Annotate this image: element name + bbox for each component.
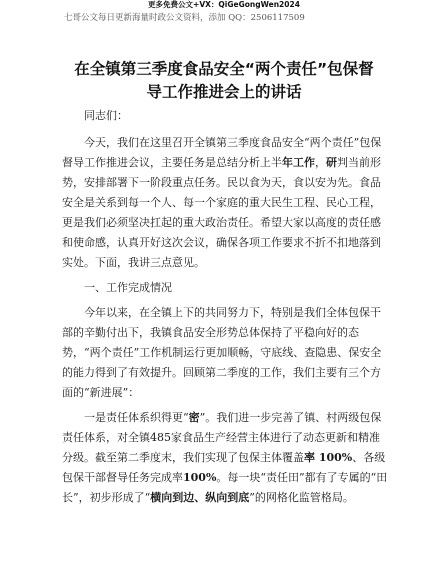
para3-text-e: 、各级包保干部督导任务完成率: [62, 451, 386, 484]
para1-text-a: 今天，我们在这里召开全镇第三季度食品安全“两个责任”包保督导工作推进会议，主要任务是总结分析上半: [62, 136, 382, 169]
title-line-1: 在全镇第三季度食品安全“两个责任”包保督: [74, 60, 374, 78]
para3-text-c: ”。我们进一步完善了镇、村两级包保责任体系，对全镇485家食品生产经营主体进行了动态更新和精准分级。截至第二季度末，我们实现了包保主体覆盖: [62, 411, 382, 464]
paragraph-opening: [62, 133, 388, 273]
para1-bold-work: 年工作: [282, 156, 315, 169]
para3-text-i: ”的网格化监管格局。: [249, 491, 354, 504]
paragraph-responsibility: [62, 408, 388, 508]
document-body: [62, 106, 388, 513]
paragraph-progress: 今年以来，在全镇上下的共同努力下，特别是我们全体包保干部的辛勤付出下，我镇食品安全形势总体保持了平稳向好的态势，“两个责任”工作机制运行更加顺畅，守底线、查隐患、保安全的能力得到了有效提升。回顾第二季度的工作，我们主要有三个方面的“新进展”：: [62, 306, 382, 399]
greeting: 同志们：: [84, 109, 128, 122]
para1-text-c: ，: [315, 156, 326, 169]
para3-bold-mi: 密: [188, 411, 200, 424]
title-line-2: 导工作推进会上的讲话: [146, 83, 302, 101]
para3-text-g: 。每一块“责任田”都有了专属的“田长”，初步形成了“: [62, 471, 388, 504]
para3-bold-grid: 横向到边、纵向到底: [150, 491, 250, 504]
top-banner: 更多免费公文+VX：QiGeGongWen2024: [148, 0, 300, 9]
para1-bold-yan: 研: [326, 156, 337, 169]
para3-bold-100: 100%: [183, 471, 217, 484]
section-heading-1: 一、工作完成情况: [84, 281, 172, 294]
document-title: [0, 58, 448, 104]
para3-text-a: 一是责任体系织得更“: [84, 411, 189, 424]
header-note: 七哥公文每日更新海量时政公文资料，添加 QQ：2506117509: [64, 13, 305, 23]
para3-bold-rate: 率 100%: [304, 451, 353, 464]
para1-text-e: 判当前形势，安排部署下一阶段重点任务。民以食为天，食以安为先。食品安全是关系到每一个人、每一个家庭的重大民生工程、民心工程，更是我们必须坚决扛起的重大政治责任。希望大家以高度的责任感和使命感，认真开好这次会议，确保各项工作要求不折不扣地落到实处。下面，我讲三点意见。: [62, 156, 381, 269]
